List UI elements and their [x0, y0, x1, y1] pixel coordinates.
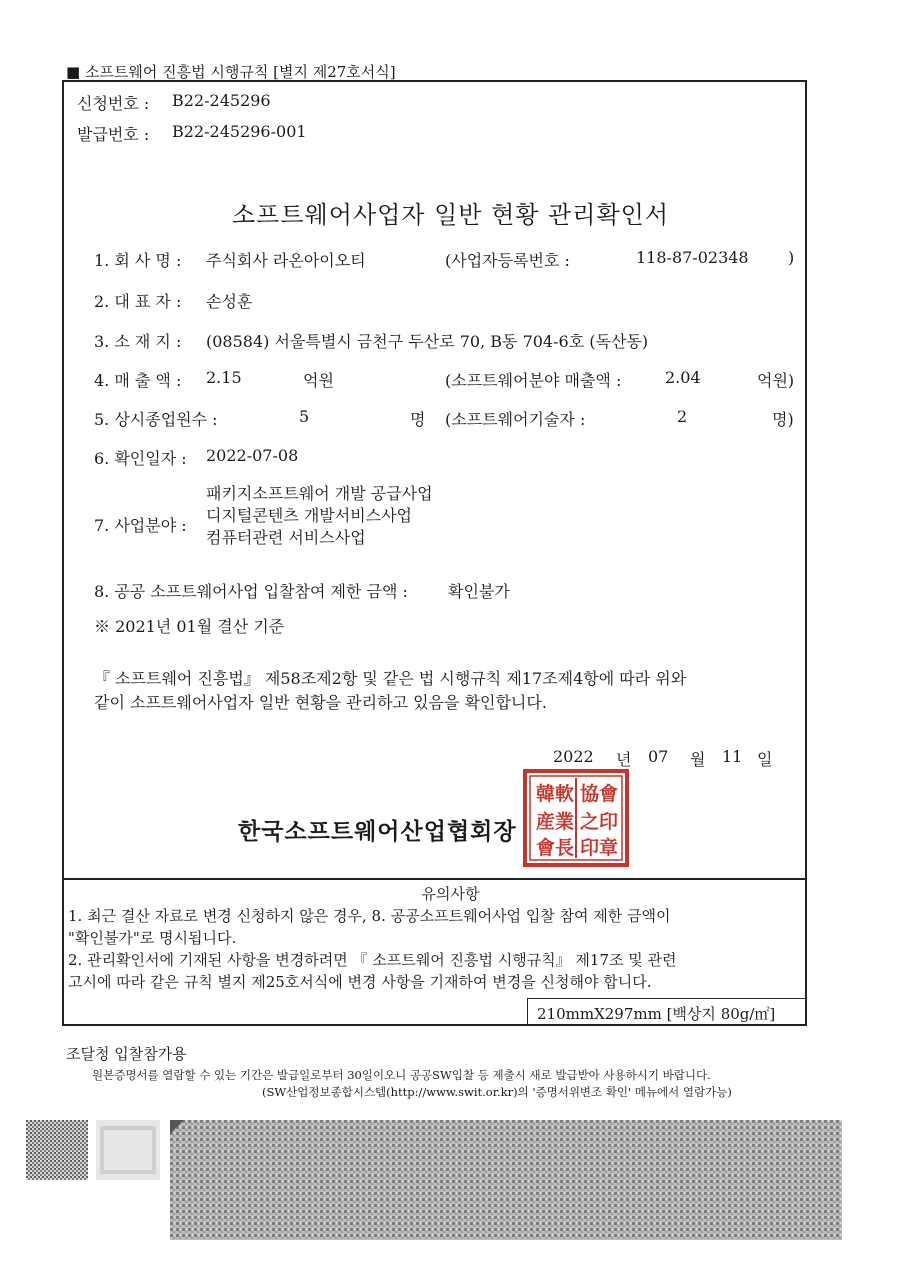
business-fields-label: 7. 사업분야 :: [94, 516, 187, 535]
purpose-text: 조달청 입찰참가용: [66, 1045, 187, 1063]
sw-tech-label: (소프트웨어기술자 :: [445, 410, 586, 429]
verification-code-large: [170, 1120, 842, 1240]
svg-text:之印: 之印: [580, 811, 619, 833]
svg-text:産業: 産業: [536, 811, 575, 833]
company-value: 주식회사 라온아이오티: [206, 251, 366, 270]
business-field-item: 패키지소프트웨어 개발 공급사업: [206, 484, 433, 503]
address-label: 3. 소 재 지 :: [94, 332, 182, 351]
svg-text:協會: 協會: [580, 783, 619, 805]
employees-value: 5: [299, 407, 310, 426]
paper-spec: 210mmX297mm [백상지 80g/㎡]: [537, 1005, 776, 1023]
issuer-name: 한국소프트웨어산업협회장: [238, 818, 517, 845]
ceo-label: 2. 대 표 자 :: [94, 292, 182, 311]
employees-unit: 명: [410, 410, 426, 429]
svg-text:韓軟: 韓軟: [536, 783, 575, 805]
issue-no-label: 발급번호 :: [77, 125, 150, 144]
statement-line: 같이 소프트웨어사업자 일반 현황을 관리하고 있음을 확인합니다.: [94, 693, 547, 712]
application-no-label: 신청번호 :: [77, 94, 150, 113]
sales-unit: 억원: [303, 371, 334, 390]
date-year: 2022: [553, 747, 594, 766]
sales-value: 2.15: [206, 368, 242, 387]
bid-limit-label: 8. 공공 소프트웨어사업 입찰참여 제한 금액 :: [94, 582, 408, 601]
statement-line: 『 소프트웨어 진흥법』 제58조제2항 및 같은 법 시행규칙 제17조제4항에 따라 위와: [94, 669, 687, 688]
confirm-date-value: 2022-07-08: [206, 446, 299, 465]
notice-line: "확인불가"로 명시됩니다.: [68, 929, 237, 947]
notice-heading: 유의사항: [421, 885, 480, 903]
svg-text:印章: 印章: [580, 837, 619, 859]
verification-code-small: [26, 1120, 160, 1180]
date-day: 11: [722, 747, 743, 766]
bid-limit-value: 확인불가: [448, 582, 510, 601]
document-title: 소프트웨어사업자 일반 현황 관리확인서: [231, 201, 669, 229]
ceo-value: 손성훈: [206, 292, 253, 311]
business-reg-label: (사업자등록번호 :: [445, 251, 570, 270]
date-month: 07: [648, 747, 669, 766]
footer-note: (SW산업정보종합시스템(http://www.swit.or.kr)의 '증명서위변조 확인' 메뉴에서 열람가능): [262, 1085, 732, 1099]
business-field-item: 디지털콘텐츠 개발서비스사업: [206, 506, 413, 525]
sales-label: 4. 매 출 액 :: [94, 371, 182, 390]
confirm-date-label: 6. 확인일자 :: [94, 449, 187, 468]
official-seal: [522, 768, 630, 868]
sw-sales-unit: 억원): [757, 371, 795, 390]
sw-tech-value: 2: [677, 407, 688, 426]
notice-line: 2. 관리확인서에 기재된 사항을 변경하려면 『 소프트웨어 진흥법 시행규칙』 제17조 및 관련: [68, 951, 677, 969]
application-no-value: B22-245296: [172, 91, 271, 110]
svg-text:會長: 會長: [536, 837, 575, 859]
sw-sales-value: 2.04: [665, 368, 701, 387]
notice-line: 고시에 따라 같은 규칙 별지 제25호서식에 변경 사항을 기재하여 변경을 신청해야 합니다.: [68, 973, 652, 991]
business-reg-value: 118-87-02348: [636, 248, 749, 267]
date-day-unit: 일: [757, 750, 773, 769]
business-field-item: 컴퓨터관련 서비스사업: [206, 528, 366, 547]
address-value: (08584) 서울특별시 금천구 두산로 70, B동 704-6호 (독산동): [206, 332, 649, 351]
company-label: 1. 회 사 명 :: [94, 251, 182, 270]
employees-label: 5. 상시종업원수 :: [94, 410, 218, 429]
sw-tech-unit: 명): [772, 410, 794, 429]
date-year-unit: 년: [616, 750, 632, 769]
basis-note: ※ 2021년 01월 결산 기준: [94, 617, 285, 636]
date-month-unit: 월: [690, 750, 706, 769]
notice-line: 1. 최근 결산 자료로 변경 신청하지 않은 경우, 8. 공공소프트웨어사업 입찰 참여 제한 금액이: [68, 907, 671, 925]
business-reg-close: ): [788, 248, 795, 267]
sw-sales-label: (소프트웨어분야 매출액 :: [445, 371, 622, 390]
form-label: ■ 소프트웨어 진흥법 시행규칙 [별지 제27호서식]: [66, 63, 396, 81]
footer-note: 원본증명서를 열람할 수 있는 기간은 발급일로부터 30일이오니 공공SW입찰 등 제출시 새로 발급받아 사용하시기 바랍니다.: [92, 1068, 711, 1082]
issue-no-value: B22-245296-001: [172, 122, 307, 141]
